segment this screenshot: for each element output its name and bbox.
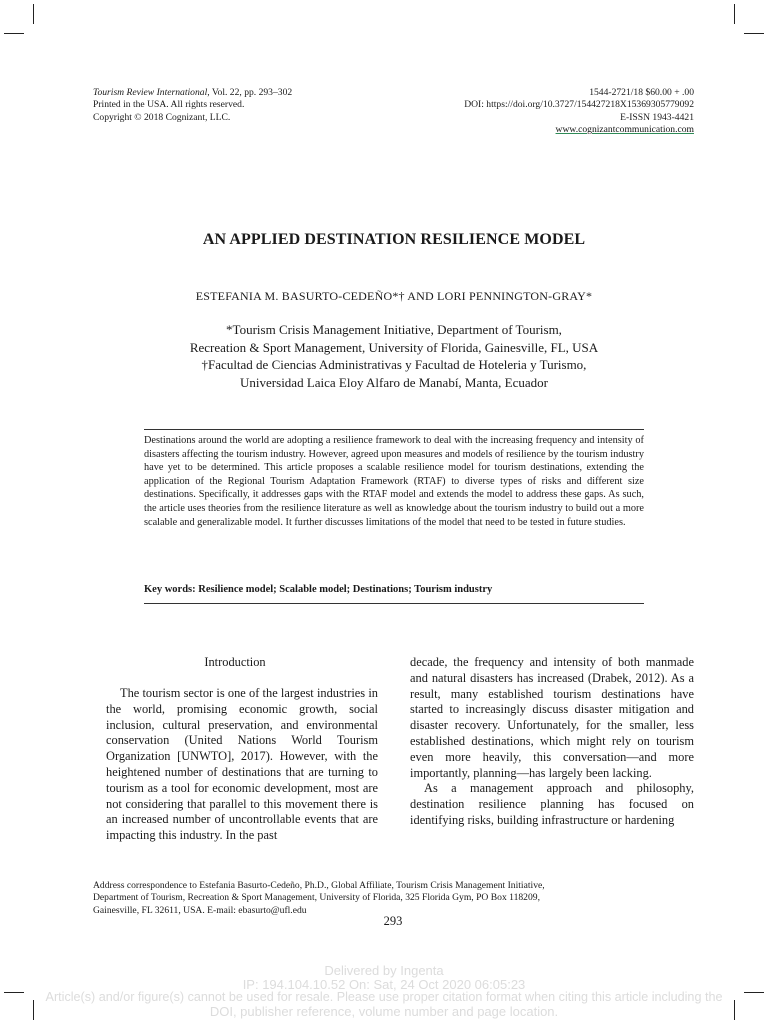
body-paragraph: decade, the frequency and intensity of both manmade and natural disasters has increased (Drabek, 2012). As a result, many established tourism destinations have started to increasingly discuss disaster mitigation and disaster recovery. Unfortunately, for the smaller, less established destinations, which might rely on tourism even more heavily, this conversation—and more importantly, planning—has largely been lacking. [410,655,694,780]
issn-price: 1544-2721/18 $60.00 + .00 [589,87,694,98]
affiliation-line: Recreation & Sport Management, University of Florida, Gainesville, FL, USA [189,339,599,355]
copyright-note: Copyright © 2018 Cognizant, LLC. [93,111,231,123]
watermark-resale-notice: Article(s) and/or figure(s) cannot be used for resale. Please use proper citation format when citing this article including the [45,990,723,1004]
address-line: Address correspondence to Estefania Basurto-Cedeño, Ph.D., Global Affiliate, Tourism Crisis Management Initiative, [93,880,545,891]
crop-mark-top-left-v [33,4,34,24]
watermark-citation-notice: DOI, publisher reference, volume number and page location. [209,1004,559,1019]
article-title: AN APPLIED DESTINATION RESILIENCE MODEL [202,231,586,248]
watermark-delivered-by: Delivered by Ingenta [324,963,444,978]
journal-name: Tourism Review International [93,87,208,98]
page-number: 293 [383,914,403,928]
volume-info: , Vol. 22, pp. 293–302 [207,87,293,98]
affiliation-line: †Facultad de Ciencias Administrativas y Facultad de Hoteleria y Turismo, [201,357,587,372]
abstract-bottom-rule [144,603,644,604]
body-column-left [106,686,378,844]
body-paragraph: The tourism sector is one of the largest industries in the world, promising economic growth, social inclusion, cultural preservation, and environmental conservation (United Nations World Tourism Organization [UNWTO], 2017). However, with the heightened number of destinations that are turning to tourism as a tool for economic development, most are not considering that parallel to this movement there is an increased number of uncontrollable events that are impacting this industry. In the past [106,686,378,843]
section-heading-introduction: Introduction [204,655,266,669]
correspondence-address [93,880,653,917]
crop-mark-top-right-v [734,4,735,24]
header-identifier-block [364,87,694,137]
affiliation-line: Universidad Laica Eloy Alfaro de Manabí, Manta, Ecuador [240,374,548,390]
eissn-text: E-ISSN 1943-4421 [620,111,694,123]
abstract-top-rule [144,429,644,430]
author-list: ESTEFANIA M. BASURTO-CEDEÑO*† AND LORI PENNINGTON-GRAY* [195,289,593,303]
doi-text: DOI: https://doi.org/10.3727/154427218X15369305779092 [464,99,694,111]
publisher-website-link[interactable]: www.cognizantcommunication.com [555,124,694,136]
crop-mark-top-left-h [4,33,24,34]
body-paragraph: As a management approach and philosophy, destination resilience planning has focused on identifying risks, building infrastructure or hardening [410,781,694,827]
affiliation-line: *Tourism Crisis Management Initiative, Department of Tourism, [226,322,562,337]
abstract-text: Destinations around the world are adopting a resilience framework to deal with the increasing frequency and intensity of disasters affecting the tourism industry. However, agreed upon measures and models of resilience by the tourism industry have yet to be determined. This article proposes a scalable resilience model for tourism destinations, extending the application of the Regional Tourism Adaptation Framework (RTAF) to diverse types of risks and different size destinations. Specifically, it addresses gaps with the RTAF model and extends the model to address these gaps. As such, the article uses theories from the resilience literature as well as knowledge about the tourism industry to build out a more scalable and generalizable model. It further discusses limitations of the model that need to be tested in future studies. [144,435,644,528]
crop-mark-top-right-h [744,33,764,34]
address-line: Gainesville, FL 32611, USA. E-mail: ebasurto@ufl.edu [93,904,307,916]
body-column-right [410,655,694,829]
keywords-line: Key words: Resilience model; Scalable model; Destinations; Tourism industry [144,584,493,595]
watermark-ip-date: IP: 194.104.10.52 On: Sat, 24 Oct 2020 06:05:23 [242,977,526,992]
address-line: Department of Tourism, Recreation & Sport Management, University of Florida, 325 Florida Gym, PO Box 118209, [93,892,540,904]
affiliations [0,321,768,391]
printed-note: Printed in the USA. All rights reserved. [93,99,245,111]
